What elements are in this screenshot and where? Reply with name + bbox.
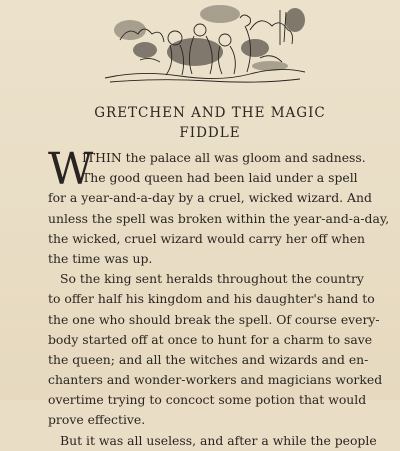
text-line: the queen; and all the witches and wizards and en- xyxy=(48,351,369,367)
text-line: the wicked, cruel wizard would carry her off when xyxy=(48,230,366,246)
drop-cap: W xyxy=(48,144,94,195)
text-line: The good queen had been laid under a spell xyxy=(82,170,358,186)
text-line: to offer half his kingdom and his daughter's hand to xyxy=(48,291,375,307)
text-line: But it was all useless, and after a while the people xyxy=(60,432,377,448)
story-title xyxy=(60,103,360,143)
story-title-line-2: FIDDLE xyxy=(179,125,241,141)
text-line: prove effective. xyxy=(48,412,146,428)
text-line: for a year-and-a-day by a cruel, wicked wizard. And xyxy=(48,190,372,206)
text-line: unless the spell was broken within the year-and-a-day, xyxy=(48,210,390,226)
text-line: the time was up. xyxy=(48,250,153,266)
illustration-vignette xyxy=(100,0,310,85)
story-title-line-1: GRETCHEN AND THE MAGIC xyxy=(94,105,326,121)
text-line: ITHIN the palace all was gloom and sadness. xyxy=(82,150,366,165)
story-text xyxy=(48,144,390,451)
text-line: So the king sent heralds throughout the country xyxy=(60,271,364,287)
text-line: the one who should break the spell. Of course every- xyxy=(48,311,380,327)
text-line: overtime trying to concoct some potion that would xyxy=(48,392,367,408)
text-line: body started off at once to hunt for a charm to save xyxy=(48,331,373,347)
text-line: chanters and wonder-workers and magicians worked xyxy=(48,372,383,388)
